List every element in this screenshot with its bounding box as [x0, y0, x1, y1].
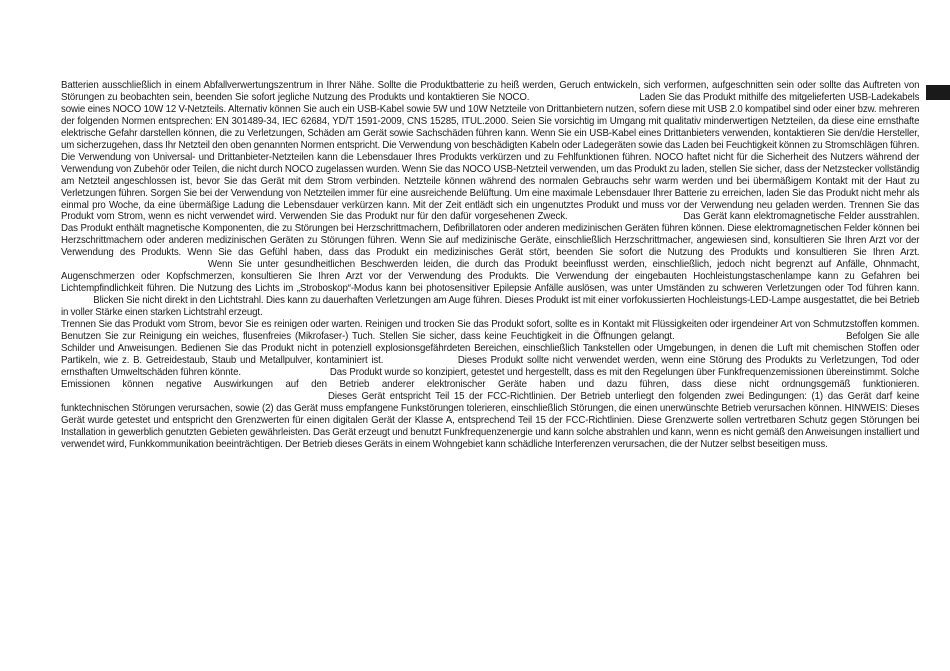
text-explosive-areas: Befolgen Sie alle Schilder und Anweisungen. Bedienen Sie das Produkt nicht in potenziell explosionsgefährdeten Bereichen, einschließlich Tankstellen oder Umgebungen, in denen die Luft mit chemischen Stoffen oder Partikeln, wie z. B. Getreidestaub, Staub und Metallpulver, kontaminiert ist.: [61, 331, 920, 366]
text-electromagnetic: Das Gerät kann elektromagnetische Felder ausstrahlen. Das Produkt enthält magnetische Komponenten, die zu Störungen bei Herzschrittmachern, Defibrillatoren oder anderen medizinischen Geräten führen können. Diese elektromagnetischen Felder können bei Herzschrittmachern oder anderen medizinischen Geräten zu Störungen führen. Wenn Sie auf medizinische Geräte, einschließlich Herzschrittmacher, angewiesen sind, konsultieren Sie Ihren Arzt vor der Verwendung des Produkts. Wenn Sie das Gefühl haben, dass das Produkt ein medizinisches Gerät stört, beenden Sie sofort die Nutzung des Produkts und konsultieren Sie Ihren Arzt.: [61, 211, 920, 259]
text-fcc: Dieses Gerät entspricht Teil 15 der FCC-Richtlinien. Der Betrieb unterliegt den folgenden zwei Bedingungen: (1) das Gerät darf keine funktechnischen Störungen verursachen, sowie (2) das Gerät muss empfangene Funkstörungen tolerieren, einschließlich Störungen, die einen unerwünschte Betrieb verursachen können. HINWEIS: Dieses Gerät wurde getestet und entspricht den Grenzwerten für einen digitalen Gerät der Klasse A, entsprechend Teil 15 der FCC-Richtlinien. Diese Grenzwerte sollen vertretbaren Schutz gegen Störungen bei Installation in gewerblich genutzten Gebieten gewährleisten. Das Gerät erzeugt und benutzt Funkfrequenzenergie und kann solche abstrahlen und kann, wenn es nicht gemäß den Anweisungen installiert und verwendet wird, Funkkommunikation beeinträchtigen. Der Betrieb dieses Geräts in einem Wohngebiet kann schädliche Interferenzen verursachen, die der Nutzer selbst beseitigen muss.: [61, 390, 920, 450]
text-light-beam: Blicken Sie nicht direkt in den Lichtstrahl. Dies kann zu dauerhaften Verletzungen am Auge führen. Dieses Produkt ist mit einer vorfokussierten Hochleistungs-LED-Lampe ausgestattet, die bei Betrieb in voller Stärke einen starken Lichtstrahl erzeugt.: [61, 295, 920, 319]
text-rf-emissions: Das Produkt wurde so konzipiert, getestet und hergestellt, dass es mit den Regelungen über Funkfrequenzemissionen übereinstimmt. Solche Emissionen können negative Auswirkungen auf den Betrieb anderer elektronischer Geräte haben und dazu führen, dass diese nicht ordnungsgemäß funktionieren.: [61, 366, 920, 390]
section-tab-marker: [926, 85, 950, 100]
document-body: [61, 80, 919, 451]
paragraph-safety-charging: [61, 80, 919, 319]
paragraph-maintenance-compliance: [61, 319, 919, 450]
text-charging: Laden Sie das Produkt mithilfe des mitgelieferten USB-Ladekabels sowie eines NOCO 10W 12 V-Netzteils. Alternativ können Sie auch ein USB-Kabel sowie 5W und 10W Netzteile von Drittanbietern nutzen, sofern diese mit USB 2.0 kompatibel sind oder einer bzw. mehreren der folgenden Normen entsprechen: EN 301489-34, IEC 62684, YD/T 1591-2009, CNS 15285, ITUL.2000. Seien Sie vorsichtig im Umgang mit qualitativ minderwertigen Netzteilen, da diese eine ernsthafte elektrische Gefahr darstellen können, die zu Verletzungen, Schäden am Gerät sowie Sachschäden führen kann. Wenn Sie ein USB-Kabel eines Drittanbieters verwenden, kontaktieren Sie den/die Hersteller, um sicherzugehen, dass Ihr Netzteil den oben genannten Normen entspricht. Die Verwendung von beschädigten Kabeln oder Ladegeräten sowie das Laden bei Feuchtigkeit können zu Stromschlägen führen. Die Verwendung von Universal- und Drittanbieter-Netzteilen kann die Lebensdauer Ihres Produkts verkürzen und zu Fehlfunktionen führen. NOCO haftet nicht für die Sicherheit des Nutzers während der Verwendung von Zubehör oder Teilen, die nicht durch NOCO zugelassen wurden. Wenn Sie das NOCO USB-Netzteil verwenden, um das Produkt zu laden, stellen Sie sicher, dass der Netzstecker vollständig am Netzteil angeschlossen ist, bevor Sie das Gerät mit dem Strom verbinden. Netzteile können während des normalen Gebrauchs sehr warm werden und bei übermäßigem Kontakt mit der Haut zu Verletzungen führen. Sorgen Sie bei der Verwendung von Netzteilen immer für eine ausreichende Belüftung. Um eine maximale Lebensdauer Ihrer Batterie zu erreichen, laden Sie das Produkt nicht mehr als einmal pro Woche, da eine übermäßige Ladung die Lebensdauer verkürzen kann. Mit der Zeit entlädt sich ein ungenutztes Produkt und muss vor der Verwendung neu geladen werden. Trennen Sie das Produkt vom Strom, wenn es nicht verwendet wird. Verwenden Sie das Produkt nur für den dafür vorgesehenen Zweck.: [61, 91, 920, 223]
text-battery-disposal: Batterien ausschließlich in einem Abfallverwertungszentrum in Ihrer Nähe. Sollte die Produktbatterie zu heiß werden, Geruch entwickeln, sich verformen, aufgeschnitten sein oder sollte das Auftreten von Störungen zu beobachten sein, beenden Sie sofort jegliche Nutzung des Produkts und kontaktieren Sie NOCO.: [61, 80, 920, 103]
text-critical-use: Dieses Produkt sollte nicht verwendet werden, wenn eine Störung des Produkts zu Verletzungen, Tod oder ernsthaften Umweltschäden führen könnte.: [61, 354, 920, 378]
text-cleaning: Trennen Sie das Produkt vom Strom, bevor Sie es reinigen oder warten. Reinigen und trocken Sie das Produkt sofort, sollte es in Kontakt mit Flüssigkeiten oder irgendeiner Art von Schmutzstoffen kommen. Benutzen Sie zur Reinigung ein weiches, flusenfreies (Mikrofaser-) Tuch. Stellen Sie sicher, dass keine Feuchtigkeit in die Öffnungen gelangt.: [61, 319, 920, 343]
text-health: Wenn Sie unter gesundheitlichen Beschwerden leiden, die durch das Produkt beeinflusst werden, einschließlich, jedoch nicht begrenzt auf Anfälle, Ohnmacht, Augenschmerzen oder Kopfschmerzen, konsultieren Sie Ihren Arzt vor der Verwendung des Produkts. Die Verwendung der eingebauten Hochleistungstaschenlampe kann zu Gefahren bei Lichtempfindlichkeit führen. Die Nutzung des Lichts im „Stroboskop“-Modus kann bei photosensitiver Epilepsie Anfälle auslösen, was unter Umständen zu schweren Verletzungen oder Tod führen kann.: [61, 259, 920, 295]
